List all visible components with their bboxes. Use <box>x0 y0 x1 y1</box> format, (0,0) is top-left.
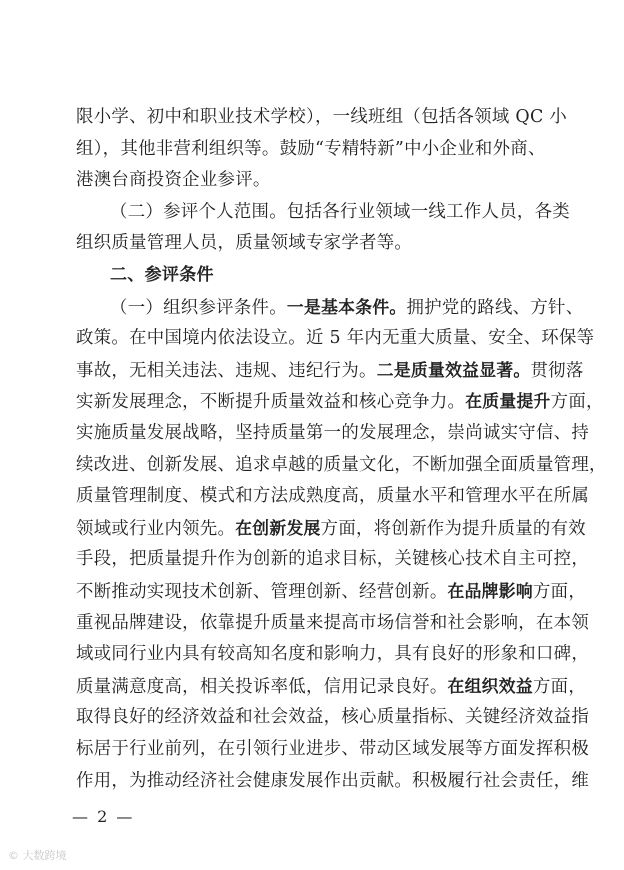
text-segment: 港澳台商投资企业参评。 <box>76 170 271 191</box>
text-segment: 质量满意度高，相关投诉率低，信用记录良好。 <box>76 676 448 697</box>
text-segment: 组），其他非营利组织等。鼓励“专精特新”中小企业和外商、 <box>76 138 546 159</box>
text-segment: 取得良好的经济效益和社会效益，核心质量指标、关键经济效益指 <box>76 707 590 728</box>
section-heading <box>110 260 556 290</box>
text-segment: 实新发展理念，不断提升质量效益和核心竞争力。 <box>76 392 466 413</box>
paragraph-line <box>76 734 590 764</box>
text-segment: 政策。在中国境内依法设立。近 5 年内无重大质量、安全、环保等 <box>76 328 595 349</box>
text-segment: 域或同行业内具有较高知名度和影响力，具有良好的形象和口碑， <box>76 644 590 665</box>
text-segment: 方面，将创新作为提升质量的有效 <box>320 518 587 539</box>
text-segment: 拥护党的路线、方针、 <box>406 297 584 318</box>
text-segment: 作用，为推动经济社会健康发展作出贡献。积极履行社会责任，维 <box>76 770 590 791</box>
paragraph-line <box>76 134 556 164</box>
paragraph-line <box>76 228 556 258</box>
text-segment: 实施质量发展战略，坚持质量第一的发展理念，崇尚诚实守信、持 <box>76 423 590 443</box>
text-segment: （二）参评个人范围。包括各行业领域一线工作人员，各类 <box>110 201 570 222</box>
text-segment: 重视品牌建设，依靠提升质量来提高市场信誉和社会影响，在本领 <box>76 612 590 633</box>
bold-phrase: 一是基本条件。 <box>286 296 407 317</box>
text-segment: 领域或行业内领先。 <box>76 518 236 539</box>
paragraph-line <box>76 608 590 638</box>
paragraph-line <box>76 702 590 732</box>
text-segment: 贯彻落 <box>530 360 584 381</box>
bold-phrase: 在创新发展 <box>235 517 321 538</box>
paragraph-line <box>76 450 607 480</box>
page-number: — 2 — <box>72 807 135 826</box>
paragraph-line <box>76 544 590 574</box>
text-segment: 限小学、初中和职业技术学校），一线班组（包括各领域 QC 小 <box>76 107 568 127</box>
text-segment: 续改进、创新发展、追求卓越的质量文化，不断加强全面质量管理， <box>76 454 607 475</box>
paragraph-line <box>76 766 590 796</box>
paragraph-line <box>76 386 604 416</box>
paragraph-line <box>76 671 587 701</box>
text-segment: 组织质量管理人员，质量领域专家学者等。 <box>76 233 413 254</box>
text-segment: 二、参评条件 <box>110 265 214 285</box>
paragraph-line <box>76 418 590 448</box>
bold-phrase: 在质量提升 <box>465 391 551 412</box>
text-segment: 事故，无相关违法、违规、违纪行为。 <box>76 360 377 381</box>
text-segment: 标居于行业前列，在引领行业进步、带动区域发展等方面发挥积极 <box>76 739 590 759</box>
text-segment: （一）组织参评条件。 <box>110 297 287 318</box>
text-segment: 方面， <box>532 676 587 697</box>
paragraph-line <box>76 639 590 669</box>
watermark-text: © 大数跨境 <box>8 849 67 862</box>
paragraph-line <box>110 197 570 227</box>
text-segment: 手段，把质量提升作为创新的追求目标，关键核心技术自主可控， <box>76 549 590 570</box>
bold-phrase: 二是质量效益显著。 <box>376 359 531 380</box>
paragraph-line <box>76 355 584 385</box>
paragraph-line <box>76 165 556 195</box>
text-segment: 方面， <box>550 392 604 413</box>
bold-phrase: 在品牌影响 <box>447 581 533 601</box>
paragraph-line <box>76 576 587 606</box>
text-segment: 质量管理制度、模式和方法成熟度高，质量水平和管理水平在所属 <box>76 486 590 507</box>
paragraph-line <box>76 481 590 511</box>
text-segment: 方面， <box>532 582 587 602</box>
bold-phrase: 在组织效益 <box>447 675 533 696</box>
paragraph-line <box>110 292 584 322</box>
text-segment: 不断推动实现技术创新、管理创新、经营创新。 <box>76 582 448 602</box>
paragraph-line <box>76 323 595 353</box>
paragraph-line <box>76 102 568 132</box>
paragraph-line <box>76 513 587 543</box>
